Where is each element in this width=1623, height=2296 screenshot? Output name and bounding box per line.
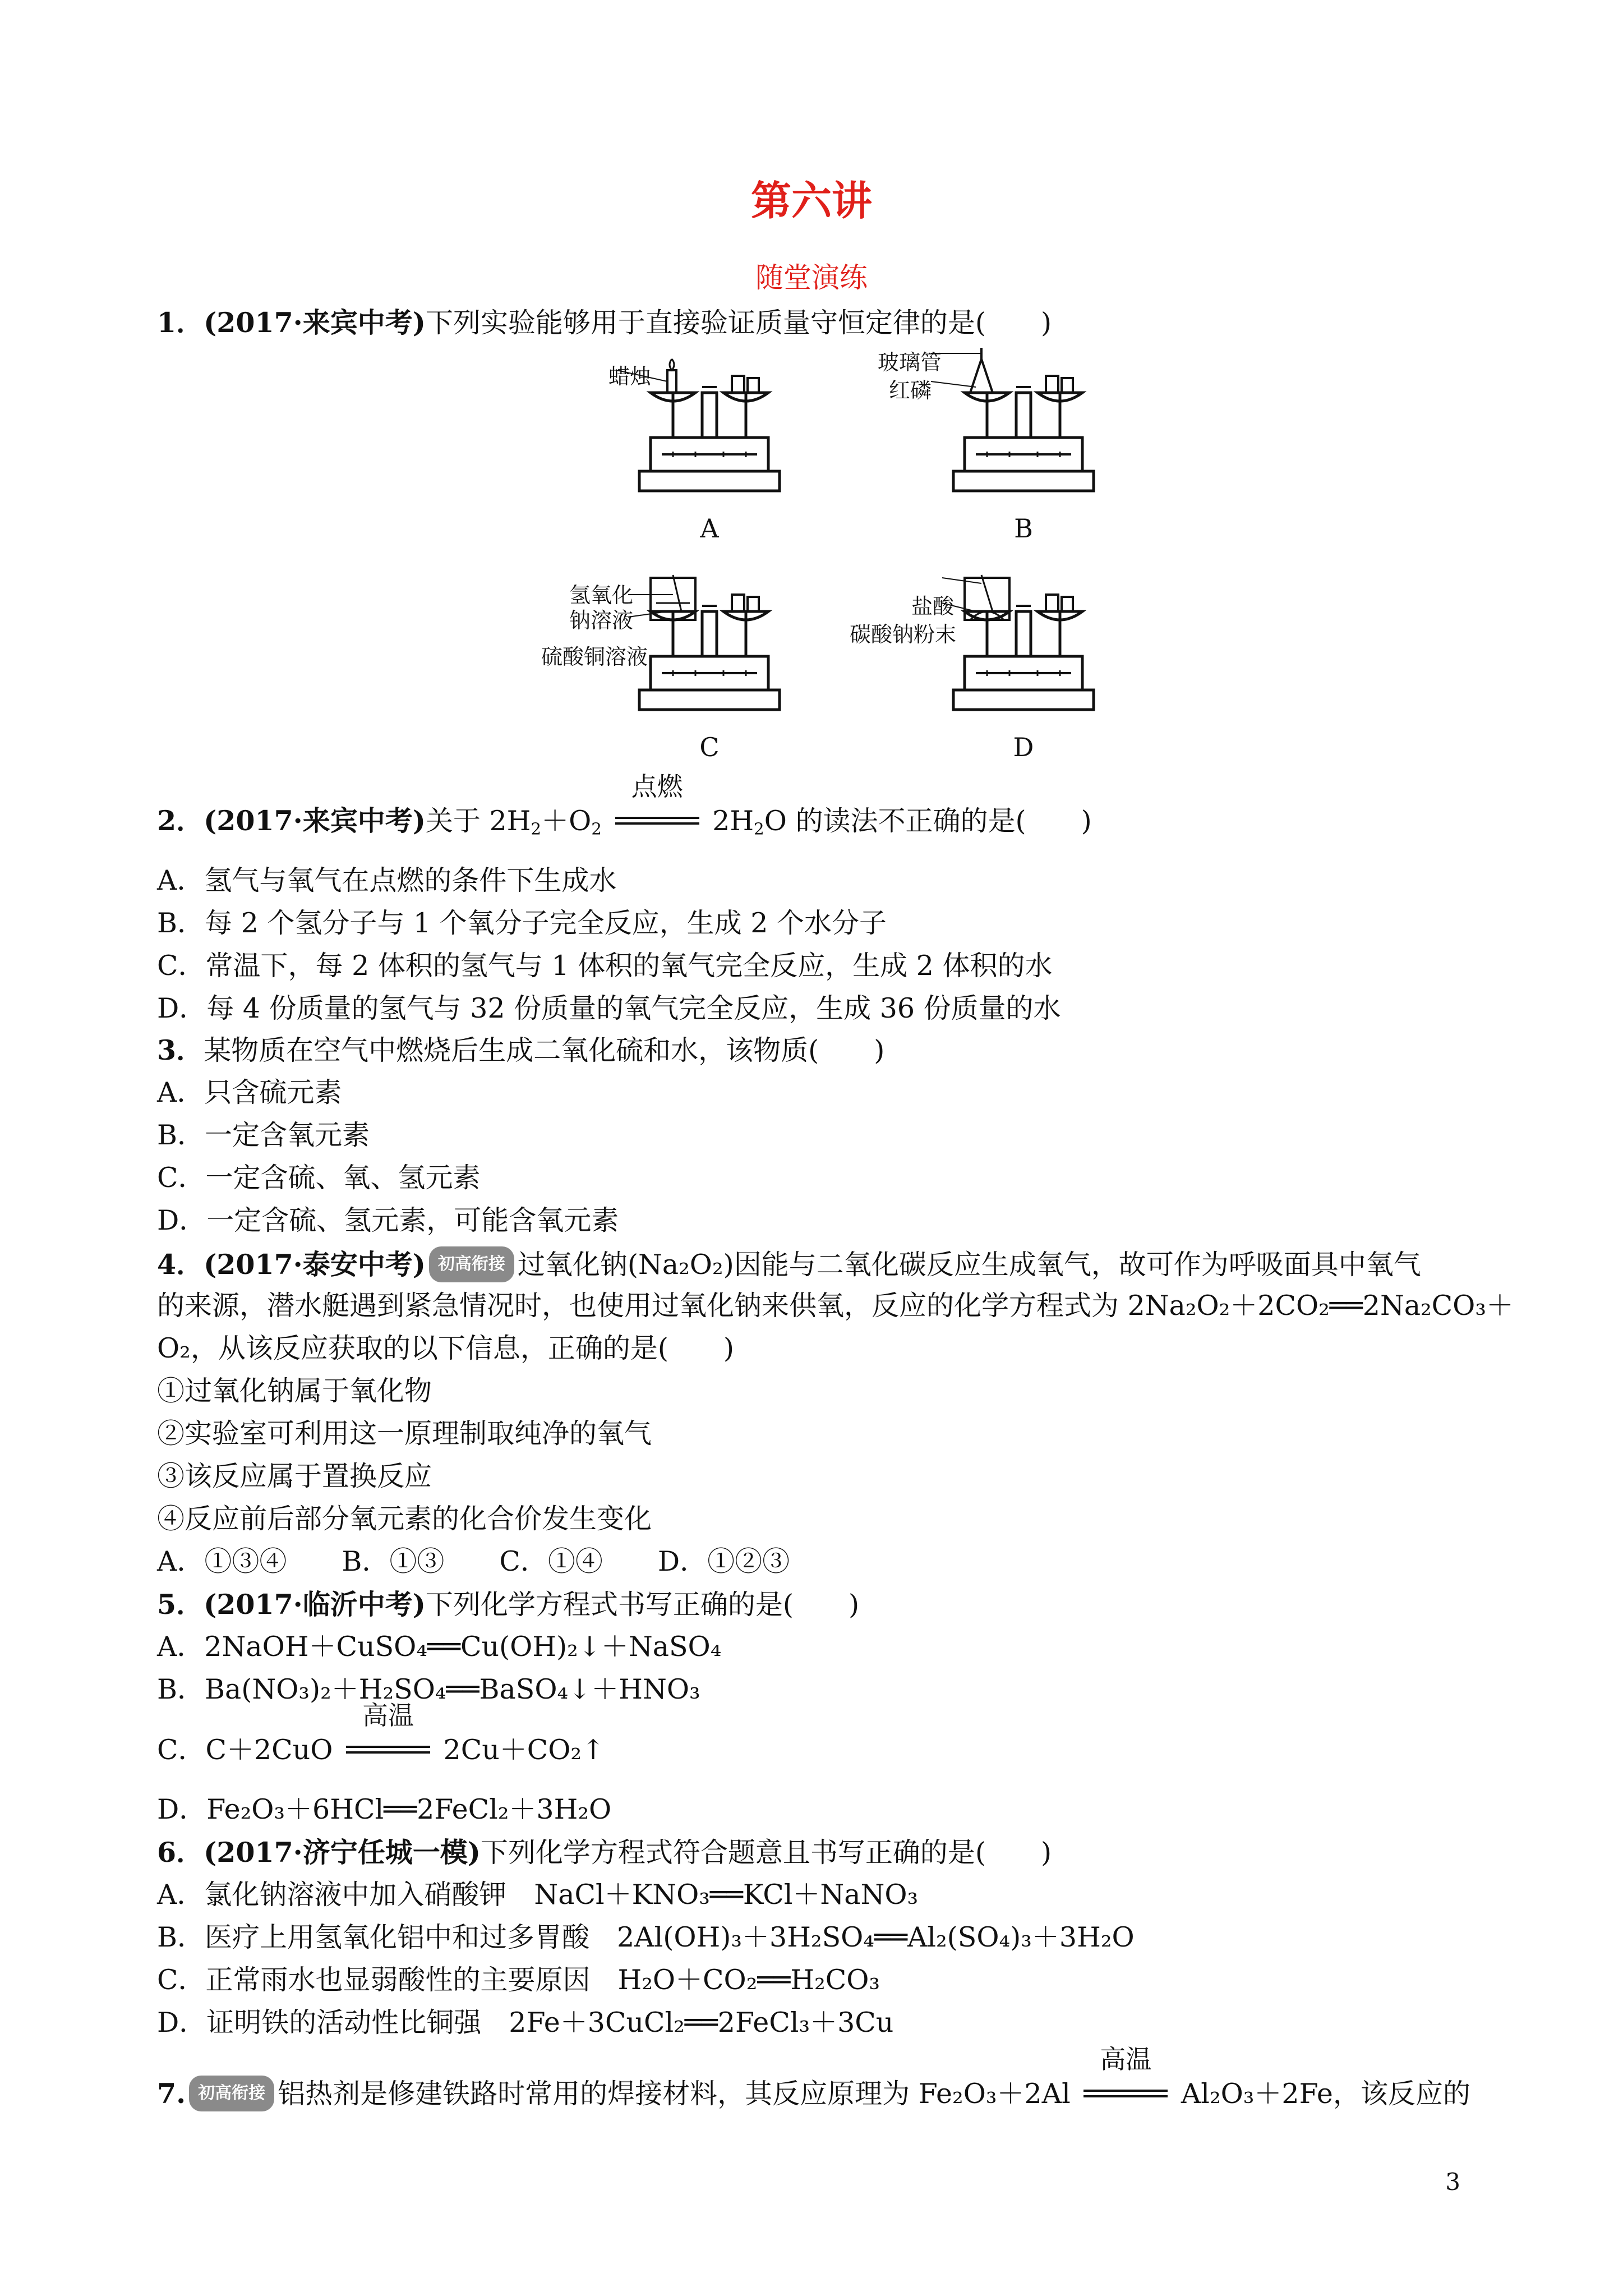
question-source: (2017·济宁任城一模): [204, 1836, 481, 1869]
option-d: D．证明铁的活动性比铜强 2Fe＋3CuCl₂══2FeCl₃＋3Cu: [157, 2007, 894, 2039]
balance-apparatus-figure: [505, 348, 1166, 774]
question-text: 过氧化钠(Na₂O₂)因能与二氧化碳反应生成氧气，故可作为呼吸面具中氧气: [517, 1249, 1421, 1281]
question-text: 某物质在空气中燃烧后生成二氧化硫和水，该物质( ): [204, 1034, 885, 1066]
option-d: D．一定含硫、氢元素，可能含氧元素: [157, 1204, 619, 1236]
label-candle: 蜡烛: [608, 364, 652, 389]
option-b: B．每 2 个氢分子与 1 个氧分子完全反应，生成 2 个水分子: [157, 907, 887, 939]
label-cuso4: 硫酸铜溶液: [541, 645, 648, 669]
question-source: (2017·泰安中考): [204, 1248, 426, 1281]
statement-2: ②实验室可利用这一原理制取纯净的氧气: [157, 1418, 652, 1450]
answer-options: A．①③④ B．①③ C．①④ D．①②③: [157, 1545, 790, 1577]
label-red-phosphorus: 红磷: [889, 378, 932, 403]
question-7: [157, 2044, 1470, 2111]
reaction-condition: 高温: [346, 1733, 430, 1767]
question-text: 下列实验能够用于直接验证质量守恒定律的是( ): [425, 307, 1052, 339]
statement-1: ①过氧化钠属于氧化物: [157, 1375, 432, 1407]
question-number: 5．: [157, 1588, 204, 1621]
question-text: 铝热剂是修建铁路时常用的焊接材料，其反应原理为 Fe₂O₃＋2Al: [278, 2078, 1071, 2110]
option-c: C．一定含硫、氧、氢元素: [157, 1162, 481, 1194]
reaction-condition: 高温: [1083, 2077, 1168, 2111]
option-a: A．2NaOH＋CuSO₄══Cu(OH)₂↓＋NaSO₄: [157, 1631, 722, 1663]
question-source: (2017·来宾中考): [204, 804, 426, 837]
option-c: C．常温下，每 2 体积的氢气与 1 体积的氧气完全反应，生成 2 体积的水: [157, 950, 1053, 982]
question-6: [157, 1835, 1052, 1870]
label-naoh-1: 氢氧化: [569, 583, 634, 608]
figure-label-c: C: [699, 732, 720, 762]
question-source: (2017·临沂中考): [204, 1588, 426, 1621]
question-2: 2．(2017·来宾中考)关于 $2H_2+O_2$ 点燃 $2H_2O$ 的读法不正确的是( ): [157, 771, 1092, 839]
statement-3: ③该反应属于置换反应: [157, 1460, 432, 1492]
label-na2co3: 碳酸钠粉末: [850, 622, 957, 647]
question-number: 4．: [157, 1248, 204, 1281]
question-text: 下列化学方程式书写正确的是( ): [425, 1589, 860, 1621]
option-a: A．氢气与氧气在点燃的条件下生成水: [157, 864, 617, 896]
question-number: 6．: [157, 1836, 204, 1869]
label-naoh-2: 钠溶液: [569, 608, 634, 633]
question-number: 2．: [157, 804, 204, 837]
figure-label-b: B: [1014, 513, 1033, 544]
option-a: A．氯化钠溶液中加入硝酸钾 NaCl＋KNO₃══KCl＋NaNO₃: [157, 1879, 919, 1911]
option-c: [157, 1700, 605, 1767]
reaction-condition: 点燃: [615, 804, 699, 838]
option-b: B．医疗上用氢氧化铝中和过多胃酸 2Al(OH)₃＋3H₂SO₄══Al₂(SO₄)₃＋3H₂O: [157, 1921, 1135, 1953]
page-title: 第六讲: [750, 177, 872, 224]
bridging-badge: 初高衔接: [429, 1246, 514, 1282]
question-4-line-3: O₂，从该反应获取的以下信息，正确的是( ): [157, 1332, 735, 1364]
question-source: (2017·来宾中考): [204, 306, 426, 339]
question-number: 3．: [157, 1034, 204, 1066]
bridging-badge: 初高衔接: [189, 2076, 274, 2111]
option-d: D．每 4 份质量的氢气与 32 份质量的氧气完全反应，生成 36 份质量的水: [157, 992, 1061, 1024]
figure-label-a: A: [700, 513, 719, 544]
page-number: 3: [1445, 2168, 1460, 2196]
question-text: 下列化学方程式符合题意且书写正确的是( ): [480, 1837, 1052, 1869]
option-a: A．只含硫元素: [157, 1076, 342, 1108]
question-4-line-2: 的来源，潜水艇遇到紧急情况时，也使用过氧化钠来供氧，反应的化学方程式为 2Na₂O₂＋2CO₂══2Na₂CO₃＋: [157, 1290, 1514, 1322]
label-hcl: 盐酸: [911, 594, 955, 619]
question-4: [157, 1246, 1421, 1282]
question-text-tail: 的读法不正确的是( ): [795, 805, 1092, 837]
question-number: 1．: [157, 306, 204, 339]
statement-4: ④反应前后部分氧元素的化合价发生变化: [157, 1503, 652, 1535]
option-b: B．Ba(NO₃)₂＋H₂SO₄══BaSO₄↓＋HNO₃: [157, 1673, 700, 1705]
question-5: [157, 1588, 859, 1622]
option-c-lhs: C．C＋2CuO: [157, 1734, 333, 1766]
question-1: [157, 306, 1052, 340]
option-c-rhs: 2Cu＋CO₂↑: [443, 1734, 605, 1766]
option-b: B．一定含氧元素: [157, 1119, 370, 1151]
figure-label-d: D: [1013, 732, 1034, 762]
label-glass-tube: 玻璃管: [878, 350, 942, 375]
question-number: 7.: [157, 2077, 186, 2110]
question-3: [157, 1033, 884, 1068]
question-text-tail: Al₂O₃＋2Fe，该反应的: [1181, 2078, 1470, 2110]
option-d: D．Fe₂O₃＋6HCl══2FeCl₂＋3H₂O: [157, 1793, 612, 1825]
section-subtitle: 随堂演练: [755, 261, 868, 294]
option-c: C．正常雨水也显弱酸性的主要原因 H₂O＋CO₂══H₂CO₃: [157, 1964, 880, 1996]
question-text: 关于 2H: [425, 805, 531, 837]
